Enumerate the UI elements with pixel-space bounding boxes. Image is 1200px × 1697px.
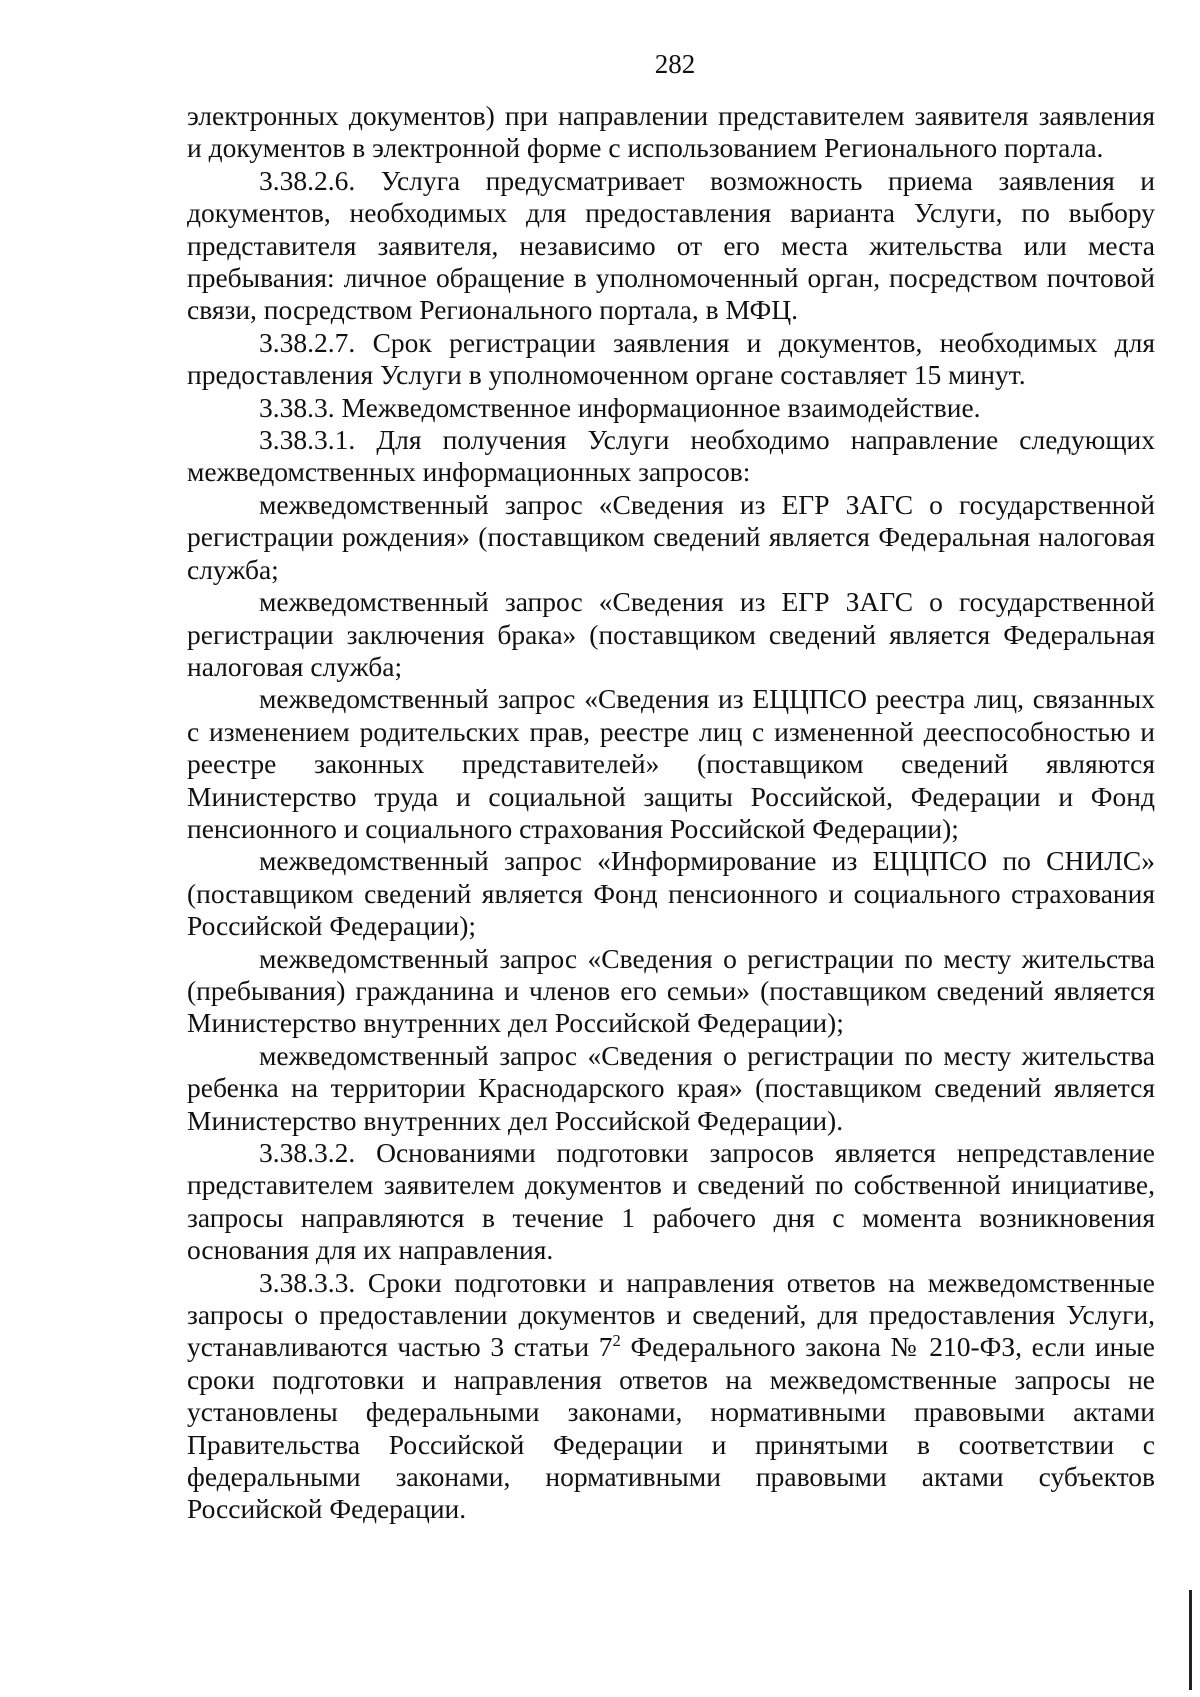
paragraph-3-38-3-1: 3.38.3.1. Для получения Услуги необходимо направление следующих межведомственных информационных запросов: <box>187 424 1155 488</box>
article-superscript: 2 <box>612 1331 621 1351</box>
paragraph-3-38-3-2: 3.38.3.2. Основаниями подготовки запросов является непредставление представителем заявителем документов и сведений по собственной инициативе, запросы направляются в течение 1 рабочего дня с момента возникновения основания для их направления. <box>187 1137 1155 1266</box>
request-item-marriage-registration: межведомственный запрос «Сведения из ЕГР ЗАГС о государственной регистрации заключения брака» (поставщиком сведений является Федеральная налоговая служба; <box>187 586 1155 682</box>
paragraph-3-38-2-7: 3.38.2.7. Срок регистрации заявления и документов, необходимых для предоставления Услуги в уполномоченном органе составляет 15 минут. <box>187 326 1155 391</box>
paragraph-continuation: электронных документов) при направлении представителем заявителя заявления и документов в электронной форме с использованием Регионального портала. <box>187 100 1155 164</box>
paragraph-3-38-3-3 <box>187 1267 1155 1526</box>
request-item-birth-registration: межведомственный запрос «Сведения из ЕГР ЗАГС о государственной регистрации рождения» (поставщиком сведений является Федеральная налоговая служба; <box>187 488 1155 585</box>
paragraph-3-38-3-3-end: Федерального закона № 210-ФЗ, если иные сроки подготовки и направления ответов на межведомственные запросы не установлены федеральными законами, нормативными правовыми актами Правительства Российской Федерации и принятыми в соответствии с федеральными законами, нормативными правовыми актами субъектов Российской Федерации. <box>187 1331 1155 1525</box>
page-number: 282 <box>654 49 696 79</box>
paragraph-3-38-3: 3.38.3. Межведомственное информационное взаимодействие. <box>259 391 981 423</box>
scan-edge-mark <box>1189 1590 1192 1690</box>
request-item-family-residence: межведомственный запрос «Сведения о регистрации по месту жительства (пребывания) гражданина и членов его семьи» (поставщиком сведений является Министерство внутренних дел Российской Федерации); <box>187 942 1155 1039</box>
request-item-child-residence: межведомственный запрос «Сведения о регистрации по месту жительства ребенка на территории Краснодарского края» (поставщиком сведений является Министерство внутренних дел Российской Федерации). <box>187 1039 1155 1136</box>
paragraph-3-38-3-3-start: 3.38.3.3. Сроки подготовки и направления ответов на межведомственные запросы о предоставлении документов и сведений, для предоставления Услуги, устанавливаются частью 3 статьи 7 <box>187 1266 1155 1363</box>
document-body <box>187 100 1155 1526</box>
paragraph-3-38-2-6: 3.38.2.6. Услуга предусматривает возможность приема заявления и документов, необходимых для предоставления варианта Услуги, по выбору представителя заявителя, независимо от его места жительства или места пребывания: личное обращение в уполномоченный орган, посредством почтовой связи, посредством Регионального портала, в МФЦ. <box>187 164 1155 326</box>
request-item-snils: межведомственный запрос «Информирование из ЕЦЦПСО по СНИЛС» (поставщиком сведений является Фонд пенсионного и социального страхования Российской Федерации); <box>187 845 1155 942</box>
request-item-parental-rights-registry: межведомственный запрос «Сведения из ЕЦЦПСО реестра лиц, связанных с изменением родительских прав, реестре лиц с измененной дееспособностью и реестре законных представителей» (поставщиком сведений являются Министерство труда и социальной защиты Российской, Федерации и Фонд пенсионного и социального страхования Российской Федерации); <box>187 683 1155 844</box>
